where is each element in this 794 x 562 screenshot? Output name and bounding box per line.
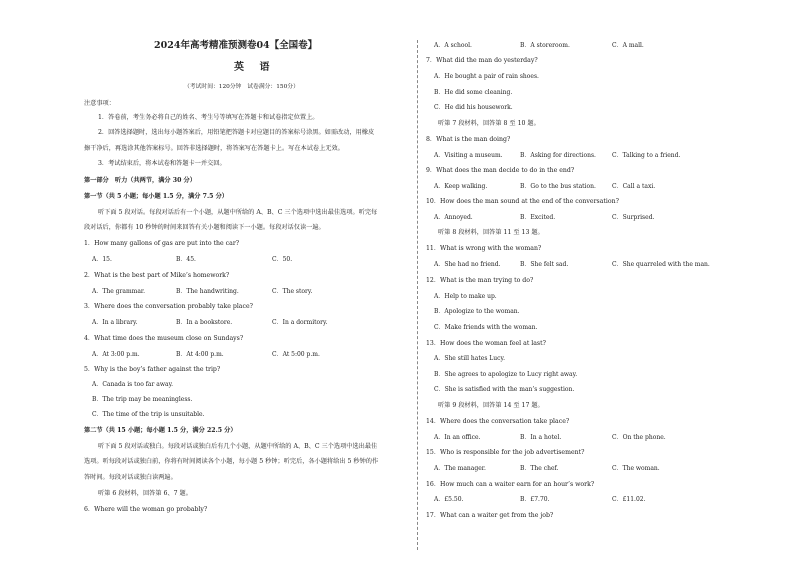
question-3: 3．Where does the conversation probably take place?: [84, 303, 253, 310]
q15-option-a: A．The manager.: [434, 465, 486, 472]
q6-option-a: A．A school.: [434, 42, 472, 49]
question-6: 6．Where will the woman go probably?: [84, 506, 208, 513]
question-12: 12．What is the man trying to do?: [426, 277, 534, 284]
section1-heading: 第一节（共 5 小题；每小题 1.5 分，满分 7.5 分）: [84, 193, 228, 200]
q8-option-b: B．Asking for directions.: [520, 152, 596, 159]
q16-option-b: B．£7.70.: [520, 496, 550, 503]
part1-heading: 第一部分 听力（共两节，满分 30 分）: [84, 177, 196, 184]
subject-title: 英 语: [234, 62, 276, 73]
left-column: [84, 0, 412, 562]
q3-option-a: A．In a library.: [92, 319, 138, 326]
exam-title: 2024年高考精准预测卷04【全国卷】: [154, 40, 318, 51]
q1-option-b: B．45.: [176, 256, 196, 263]
q3-option-b: B．In a bookstore.: [176, 319, 233, 326]
material-6-instruction: 听第 6 段材料，回答第 6、7 题。: [98, 490, 192, 497]
q4-option-a: A．At 3:00 p.m.: [92, 351, 140, 358]
q3-option-c: C．In a dormitory.: [272, 319, 328, 326]
q5-option-b: B．The trip may be meaningless.: [92, 396, 193, 403]
q15-option-b: B．The chef.: [520, 465, 559, 472]
q9-option-c: C．Call a taxi.: [612, 183, 656, 190]
section2-instructions-b: 选项。听每段对话或独白前，你将有时间阅读各个小题，每小题 5 秒钟；听完后，各小题将给出 5 秒钟的作: [84, 458, 379, 465]
q4-option-c: C．At 5:00 p.m.: [272, 351, 320, 358]
section1-instructions-a: 听下面 5 段对话。每段对话后有一个小题，从题中所给的 A、B、C 三个选项中选出最佳选项。听完每: [98, 209, 378, 216]
right-column: [426, 0, 726, 562]
question-10: 10．How does the man sound at the end of the conversation?: [426, 198, 619, 205]
q6-option-c: C．A mall.: [612, 42, 644, 49]
exam-info: （考试时间：120分钟 试卷满分：150分）: [184, 84, 299, 90]
material-7-instruction: 听第 7 段材料，回答第 8 至 10 题。: [438, 120, 540, 127]
q10-option-a: A．Annoyed.: [434, 214, 473, 221]
question-9: 9．What does the man decide to do in the end?: [426, 167, 575, 174]
q7-option-a: A．He bought a pair of rain shoes.: [434, 73, 539, 80]
q12-option-c: C．Make friends with the woman.: [434, 324, 538, 331]
q5-option-c: C．The time of the trip is unsuitable.: [92, 411, 205, 418]
q9-option-b: B．Go to the bus station.: [520, 183, 596, 190]
q10-option-b: B．Excited.: [520, 214, 556, 221]
material-8-instruction: 听第 8 段材料，回答第 11 至 13 题。: [438, 229, 544, 236]
q11-option-b: B．She felt sad.: [520, 261, 569, 268]
q4-option-b: B．At 4:00 p.m.: [176, 351, 224, 358]
q15-option-c: C．The woman.: [612, 465, 660, 472]
question-2: 2．What is the best part of Mike’s homework?: [84, 272, 230, 279]
q16-option-c: C．£11.02.: [612, 496, 646, 503]
q12-option-a: A．Help to make up.: [434, 293, 497, 300]
notes-heading: 注意事项：: [84, 100, 115, 107]
q11-option-c: C．She quarreled with the man.: [612, 261, 710, 268]
q13-option-b: B．She agrees to apologize to Lucy right away.: [434, 371, 578, 378]
section2-instructions-a: 听下面 5 段对话或独白。每段对话或独白后有几个小题，从题中所给的 A、B、C 三个选项中选出最佳: [98, 443, 378, 450]
question-16: 16．How much can a waiter earn for an hour’s work?: [426, 481, 595, 488]
q5-option-a: A．Canada is too far away.: [92, 381, 174, 388]
q14-option-b: B．In a hotel.: [520, 434, 562, 441]
question-1: 1．How many gallons of gas are put into the car?: [84, 240, 240, 247]
q12-option-b: B．Apologize to the woman.: [434, 308, 520, 315]
question-14: 14．Where does the conversation take place?: [426, 418, 570, 425]
q13-option-a: A．She still hates Lucy.: [434, 355, 506, 362]
note-2b: 擦干净后，再选涂其他答案标号。回答非选择题时，将答案写在答题卡上。写在本试卷上无效。: [84, 145, 344, 152]
question-17: 17．What can a waiter get from the job?: [426, 512, 554, 519]
q2-option-c: C．The story.: [272, 288, 313, 295]
q11-option-a: A．She had no friend.: [434, 261, 501, 268]
q6-option-b: B．A storeroom.: [520, 42, 570, 49]
question-11: 11．What is wrong with the woman?: [426, 245, 542, 252]
q7-option-c: C．He did his housework.: [434, 104, 513, 111]
note-1: 1．答卷前，考生务必将自己的姓名、考生号等填写在答题卡和试卷指定位置上。: [98, 114, 319, 121]
section1-instructions-b: 段对话后，你都有 10 秒钟的时间来回答有关小题和阅读下一小题。每段对话仅读一遍。: [84, 224, 325, 231]
q14-option-a: A．In an office.: [434, 434, 481, 441]
q1-option-a: A．15.: [92, 256, 112, 263]
q14-option-c: C．On the phone.: [612, 434, 666, 441]
q13-option-c: C．She is satisfied with the man’s suggestion.: [434, 386, 575, 393]
question-8: 8．What is the man doing?: [426, 136, 511, 143]
q7-option-b: B．He did some cleaning.: [434, 89, 513, 96]
q2-option-b: B．The handwriting.: [176, 288, 239, 295]
note-2a: 2．回答选择题时，选出每小题答案后，用铅笔把答题卡对应题目的答案标号涂黑。如需改动，用橡皮: [98, 129, 375, 136]
question-13: 13．How does the woman feel at last?: [426, 340, 546, 347]
q16-option-a: A．£5.50.: [434, 496, 464, 503]
q8-option-a: A．Visiting a museum.: [434, 152, 503, 159]
q2-option-a: A．The grammar.: [92, 288, 146, 295]
q1-option-c: C．50.: [272, 256, 293, 263]
section2-heading: 第二节（共 15 小题；每小题 1.5 分，满分 22.5 分）: [84, 427, 237, 434]
note-3: 3．考试结束后，将本试卷和答题卡一并交回。: [98, 160, 226, 167]
q10-option-c: C．Surprised.: [612, 214, 655, 221]
q8-option-c: C．Talking to a friend.: [612, 152, 681, 159]
question-7: 7．What did the man do yesterday?: [426, 57, 538, 64]
question-15: 15．Who is responsible for the job advertisement?: [426, 449, 585, 456]
question-5: 5．Why is the boy’s father against the trip?: [84, 366, 221, 373]
section2-instructions-c: 答时间。每段对话或独白读两遍。: [84, 474, 177, 481]
column-divider: [417, 40, 418, 550]
material-9-instruction: 听第 9 段材料，回答第 14 至 17 题。: [438, 402, 544, 409]
q9-option-a: A．Keep walking.: [434, 183, 488, 190]
question-4: 4．What time does the museum close on Sundays?: [84, 335, 244, 342]
